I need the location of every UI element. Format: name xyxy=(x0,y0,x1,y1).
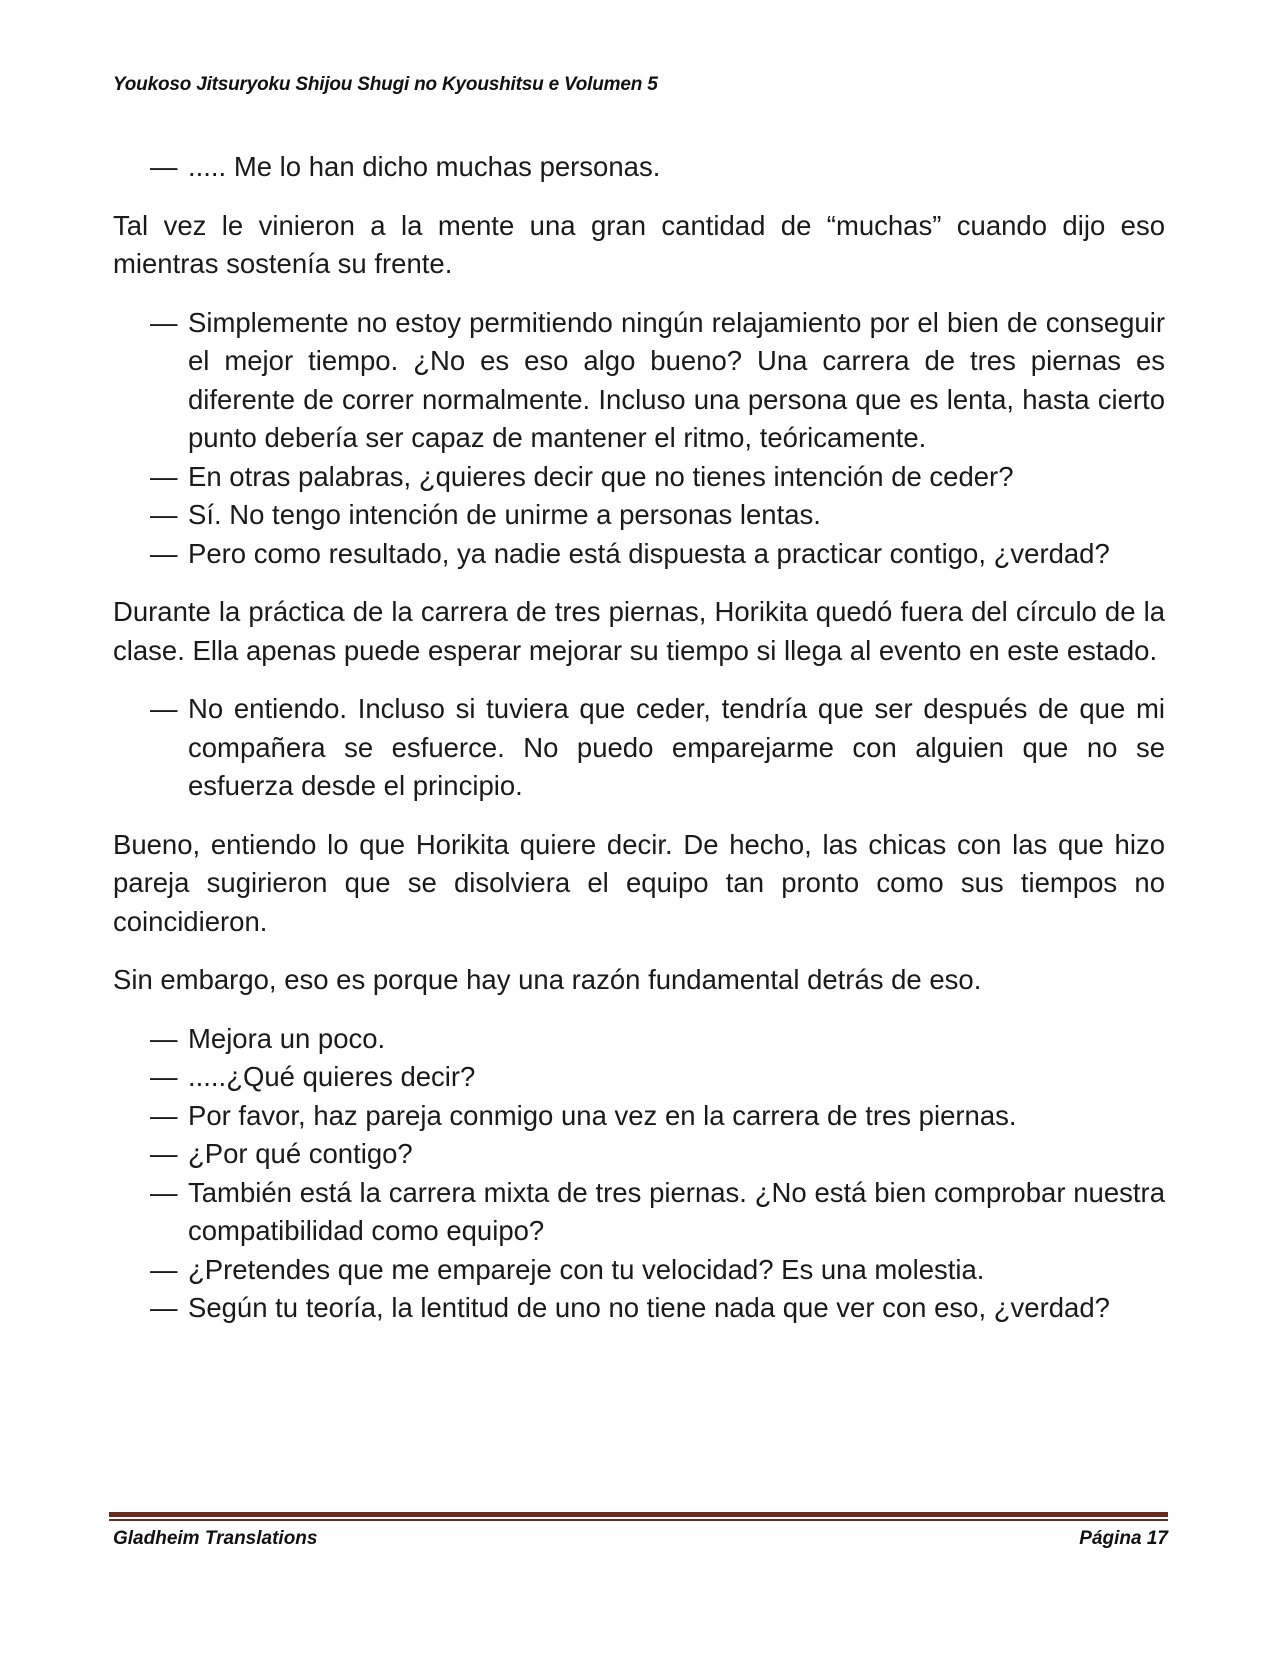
dialogue-group xyxy=(113,148,1165,187)
dialogue-text: Mejora un poco. xyxy=(188,1022,386,1054)
narration-paragraph: Sin embargo, eso es porque hay una razón fundamental detrás de eso. xyxy=(113,964,982,995)
dialogue-text: ..... Me lo han dicho muchas personas. xyxy=(188,151,661,182)
dialogue-text: .....¿Qué quieres decir? xyxy=(188,1061,476,1092)
footer-divider xyxy=(109,1512,1168,1521)
dialogue-dash: — xyxy=(150,1099,178,1131)
dialogue-text: ¿Pretendes que me empareje con tu velocidad? Es una molestia. xyxy=(188,1253,985,1285)
page-body xyxy=(113,148,1165,1348)
dialogue-dash: — xyxy=(150,1292,178,1323)
dialogue-line xyxy=(113,1097,1165,1136)
footer-divider-thin xyxy=(109,1519,1168,1521)
dialogue-line xyxy=(113,535,1165,574)
dialogue-dash: — xyxy=(150,1176,178,1208)
dialogue-dash: — xyxy=(150,460,178,492)
dialogue-text: Simplemente no estoy permitiendo ningún relajamiento por el bien de conseguir el mejor tiempo. ¿No es eso algo bueno? Una carrera de tres piernas es diferente de correr normalmente. Incluso una persona que es lenta, hasta cierto punto debería ser capaz de mantener el ritmo, teóricamente. xyxy=(188,306,1165,453)
dialogue-text: Según tu teoría, la lentitud de uno no tiene nada que ver con eso, ¿verdad? xyxy=(188,1292,1110,1323)
dialogue-dash: — xyxy=(150,1253,178,1285)
dialogue-line xyxy=(113,1135,1165,1174)
dialogue-text: Pero como resultado, ya nadie está dispuesta a practicar contigo, ¿verdad? xyxy=(188,537,1110,569)
dialogue-dash: — xyxy=(150,499,178,530)
narration-paragraph: Durante la práctica de la carrera de tres piernas, Horikita quedó fuera del círculo de la clase. Ella apenas puede esperar mejorar su tiempo si llega al evento en este estado. xyxy=(113,596,1165,666)
dialogue-text: Sí. No tengo intención de unirme a personas lentas. xyxy=(188,499,821,530)
dialogue-line xyxy=(113,1058,1165,1097)
dialogue-group xyxy=(113,304,1165,574)
dialogue-dash: — xyxy=(150,1022,178,1054)
dialogue-line xyxy=(113,1020,1165,1059)
dialogue-dash: — xyxy=(150,151,178,182)
dialogue-dash: — xyxy=(150,306,178,338)
dialogue-text: No entiendo. Incluso si tuviera que ceder, tendría que ser después de que mi compañera se esfuerce. No puedo emparejarme con alguien que no se esfuerza desde el principio. xyxy=(188,693,1165,801)
dialogue-line xyxy=(113,690,1165,806)
dialogue-dash: — xyxy=(150,693,178,724)
dialogue-dash: — xyxy=(150,1138,178,1169)
footer-translator: Gladheim Translations xyxy=(113,1528,318,1549)
dialogue-line xyxy=(113,1289,1165,1328)
dialogue-line xyxy=(113,304,1165,458)
footer-page-number: Página 17 xyxy=(1079,1528,1168,1549)
footer-divider-thick xyxy=(109,1512,1168,1517)
dialogue-line xyxy=(113,496,1165,535)
narration-paragraph: Tal vez le vinieron a la mente una gran cantidad de “muchas” cuando dijo eso mientras sostenía su frente. xyxy=(113,209,1165,279)
dialogue-line xyxy=(113,148,1165,187)
dialogue-dash: — xyxy=(150,537,178,569)
dialogue-group xyxy=(113,690,1165,806)
dialogue-text: También está la carrera mixta de tres piernas. ¿No está bien comprobar nuestra compatibilidad como equipo? xyxy=(188,1176,1165,1246)
dialogue-text: ¿Por qué contigo? xyxy=(188,1138,413,1169)
dialogue-text: En otras palabras, ¿quieres decir que no tienes intención de ceder? xyxy=(188,460,1014,492)
dialogue-group xyxy=(113,1020,1165,1328)
narration-paragraph: Bueno, entiendo lo que Horikita quiere decir. De hecho, las chicas con las que hizo pareja sugirieron que se disolviera el equipo tan pronto como sus tiempos no coincidieron. xyxy=(113,828,1165,937)
dialogue-line xyxy=(113,1174,1165,1251)
dialogue-line xyxy=(113,458,1165,497)
dialogue-dash: — xyxy=(150,1061,178,1092)
dialogue-line xyxy=(113,1251,1165,1290)
dialogue-text: Por favor, haz pareja conmigo una vez en la carrera de tres piernas. xyxy=(188,1099,1017,1131)
page-header-title: Youkoso Jitsuryoku Shijou Shugi no Kyoushitsu e Volumen 5 xyxy=(113,74,658,95)
